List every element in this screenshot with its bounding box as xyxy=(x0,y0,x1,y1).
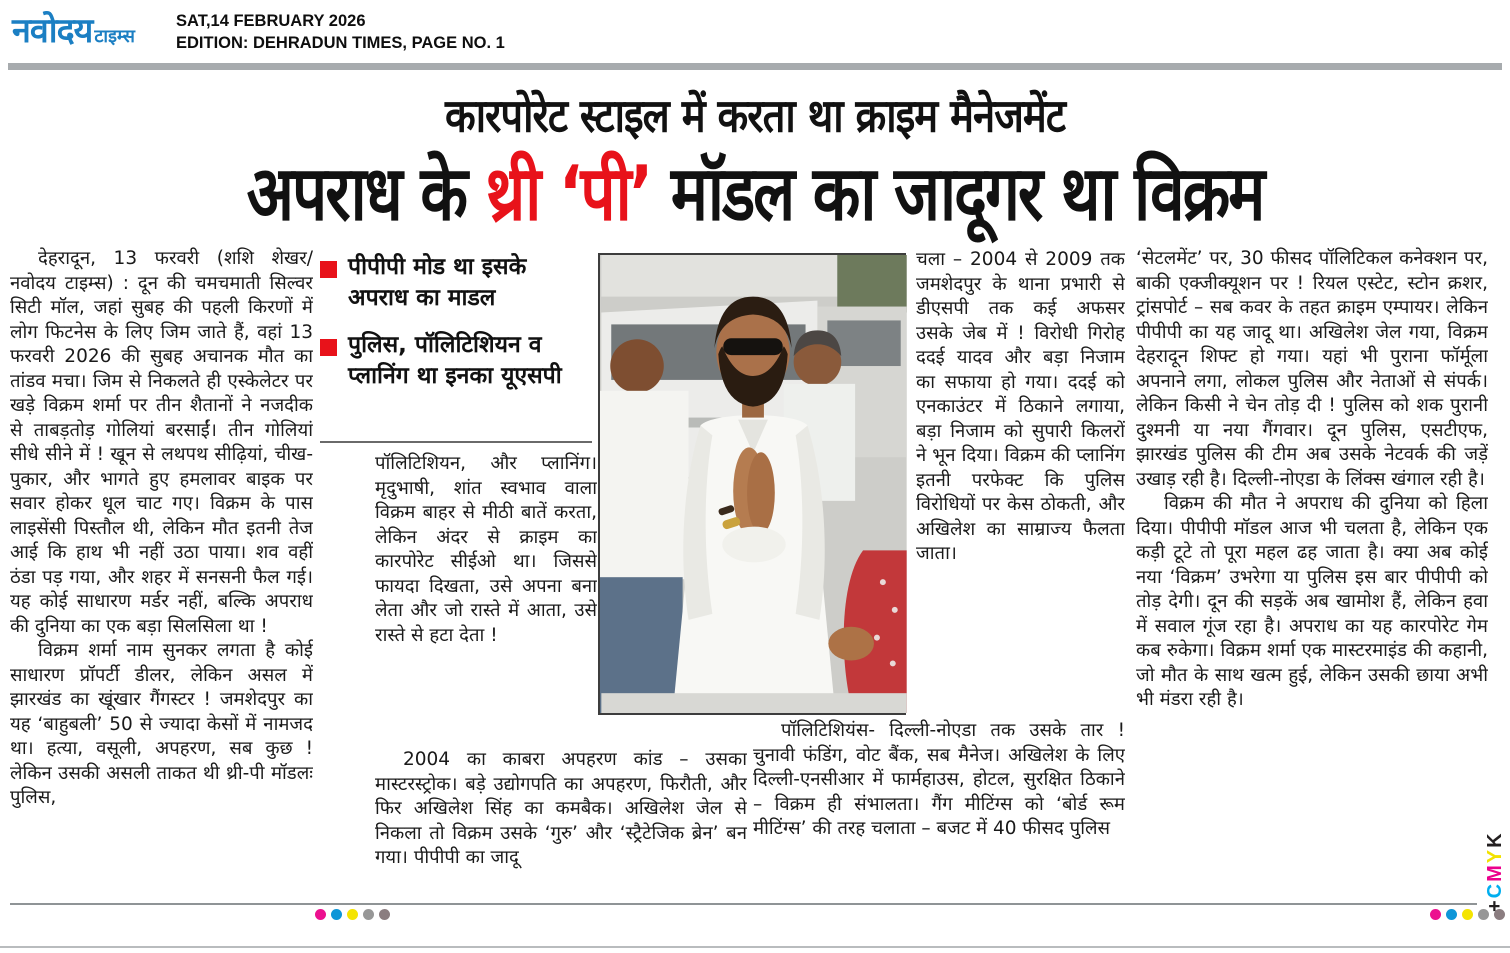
registration-dot xyxy=(315,909,326,920)
paragraph: देहरादून, 13 फरवरी (शशि शेखर/ नवोदय टाइम्स) : दून की चमचमाती सिल्वर सिटी मॉल, जहां सुबह की पहली किरणों में लोग फिटनेस के लिए जिम जाते हैं, वहां 13 फरवरी 2026 की सुबह अचानक मौत का तांडव मचा। जिम से निकलते ही एस्केलेटर पर खड़े विक्रम शर्मा पर तीन शैतानों ने नजदीक से ताबड़तोड़ गोलियां बरसाईं। तीन गोलियां सीधे सीने में ! खून से लथपथ सीढ़ियां, चीख-पुकार, और भागते हुए हमलावर बाइक पर सवार होकर धूल चाट गए। विक्रम के पास लाइसेंसी पिस्तौल थी, लेकिन मौत इतनी तेज आई कि हाथ भी नहीं उठा पाया। शव वहीं ठंडा पड़ गया, और शहर में सनसनी फैल गई। यह कोई साधारण मर्डर नहीं, बल्कि अपराध की दुनिया का एक बड़ा सिलसिला था ! xyxy=(10,248,313,637)
foliage xyxy=(837,255,906,312)
registration-dot xyxy=(1446,909,1457,920)
paragraph: चला – 2004 से 2009 तक जमशेदपुर के थाना प्रभारी से डीएसपी तक कई अफसर उसके जेब में ! विरोधी गिरोह ददई यादव और बड़ा निजाम का सफाया हो गया। ददई को एनकाउंटर में ठिकाने लगाया, बड़ा निजाम को सुपारी किलरों ने भून दिया। विक्रम की प्लानिंग इतनी परफेक्ट कि पुलिस विरोधियों पर केस ठोकती, और अखिलेश का साम्राज्य फैलता जाता। xyxy=(916,249,1125,564)
page-edge-rule xyxy=(0,946,1510,948)
main-headline xyxy=(0,140,1510,242)
cmyk-letter: M xyxy=(1484,863,1506,882)
article-photo xyxy=(598,253,906,715)
registration-dot xyxy=(379,909,390,920)
photo-illustration xyxy=(600,255,908,713)
sleeve-cuff xyxy=(722,527,785,563)
headline-part-highlight: थ्री ‘पी’ xyxy=(485,148,652,238)
article-wide-block-right xyxy=(753,719,1125,904)
article-column-1 xyxy=(10,247,313,903)
logo-text-sub: टाइम्स xyxy=(94,26,135,47)
headline-part-post: मॉडल का जादूगर था विक्रम xyxy=(651,148,1264,238)
cmyk-print-mark xyxy=(1484,831,1507,912)
paragraph: ‘सेटलमेंट’ पर, 30 फीसद पॉलिटिकल कनेक्शन पर, बाकी एक्जीक्यूशन पर ! रियल एस्टेट, स्टोन क्रशर, ट्रांसपोर्ट – सब कवर के तहत क्राइम एम्पायर। लेकिन पीपीपी का यह जादू था। अखिलेश जेल गया, विक्रम देहरादून शिफ्ट हो गया। यहां भी पुराना फॉर्मूला अपनाने लगा, लोकल पुलिस और नेताओं से संपर्क। लेकिन किसी ने चेन तोड़ दी ! पुलिस को शक पुरानी दुश्मनी या नया गैंगवार। दून पुलिस, एसटीएफ, झारखंड पुलिस की टीम अब उसके नेटवर्क की जड़ें उखाड़ रही है। दिल्ली-नोएडा के लिंक्स खंगाल रही है। xyxy=(1136,248,1488,490)
masthead xyxy=(12,6,505,54)
article-column-5 xyxy=(1136,247,1488,904)
paragraph: पॉलिटिशियंस- दिल्ली-नोएडा तक उसके तार ! चुनावी फंडिंग, वोट बैंक, सब मैनेज। अखिलेश के लिए दिल्ली-एनसीआर में फार्महाउस, होटल, सुरक्षित ठिकाने – विक्रम ही संभालता। गैंग मीटिंग्स को ‘बोर्ड रूम मीटिंग्स’ की तरह चलाता – बजट में 40 फीसद पुलिस xyxy=(753,720,1125,839)
edition-text: EDITION: DEHRADUN TIMES, PAGE NO. 1 xyxy=(176,34,505,52)
headline-part-pre: अपराध के xyxy=(246,148,486,238)
highlight-item xyxy=(320,330,594,392)
left-person xyxy=(600,339,689,713)
article-wide-block-left xyxy=(375,748,747,904)
article-column-2 xyxy=(375,452,597,746)
clasped-hands xyxy=(828,627,874,661)
masthead-divider-bar xyxy=(8,63,1502,70)
cmyk-letter: K xyxy=(1484,831,1506,848)
kicker-headline: कारपोरेट स्टाइल में करता था क्राइम मैनेजमेंट xyxy=(444,90,1066,143)
logo-text-main: नवोदय xyxy=(12,11,93,51)
cmyk-letter: Y xyxy=(1484,847,1506,864)
highlight-item xyxy=(320,252,594,314)
registration-dot xyxy=(1462,909,1473,920)
sunglasses xyxy=(723,338,782,355)
registration-dot xyxy=(1430,909,1441,920)
cmyk-letter: + xyxy=(1484,898,1506,912)
registration-dot xyxy=(347,909,358,920)
date-text: SAT,14 FEBRUARY 2026 xyxy=(176,12,366,30)
highlights-box-rule xyxy=(320,441,592,443)
ground xyxy=(601,693,906,713)
paragraph: विक्रम की मौत ने अपराध की दुनिया को हिला दिया। पीपीपी मॉडल आज भी चलता है, लेकिन एक कड़ी टूटे तो पूरा महल ढह जाता है। क्या अब कोई नया ‘विक्रम’ उभरेगा या पुलिस इस बार पीपीपी को तोड़ देगी। दून की सड़कें अब खामोश हैं, लेकिन हवा में सवाल गूंज रहा है। अपराध का यह कारपोरेट गेम कब रुकेगा। विक्रम शर्मा एक मास्टरमाइंड की कहानी, जो मौत के साथ खत्म हुई, लेकिन उसकी छाया अभी भी मंडरा रही है। xyxy=(1136,493,1488,710)
paragraph: विक्रम शर्मा नाम सुनकर लगता है कोई साधारण प्रॉपर्टी डीलर, लेकिन असल में झारखंड का खूंखार गैंगस्टर ! जमशेदपुर का यह ‘बाहुबली’ 50 से ज्यादा केसों में नामजद था। हत्या, वसूली, अपहरण, सब कुछ ! लेकिन उसकी असली ताकत थी थ्री-पी मॉडलः पुलिस, xyxy=(10,640,313,808)
registration-dot xyxy=(363,909,374,920)
registration-dot xyxy=(331,909,342,920)
paragraph: पॉलिटिशियन, और प्लानिंग। मृदुभाषी, शांत स्वभाव वाला विक्रम बाहर से मीठी बातें करता, लेकिन अंदर से क्राइम का कारपोरेट सीईओ था। जिससे फायदा दिखता, उसे अपना बना लेता और जो रास्ते में आता, उसे रास्ते से हटा देता ! xyxy=(375,453,597,646)
bullet-square-icon xyxy=(320,339,337,356)
newspaper-logo xyxy=(12,6,162,52)
article-column-4 xyxy=(916,248,1125,720)
dateline xyxy=(176,6,505,54)
highlight-text: पीपीपी मोड था इसके अपराध का माडल xyxy=(348,254,527,311)
bottom-rule xyxy=(10,903,1477,905)
paragraph: 2004 का काबरा अपहरण कांड – उसका मास्टरस्ट्रोक। बड़े उद्योगपति का अपहरण, फिरौती, और फिर अखिलेश सिंह का कमबैक। अखिलेश जेल से निकला तो विक्रम उसके ‘गुरु’ और ‘स्ट्रैटेजिक ब्रेन’ बन गया। पीपीपी का जादू xyxy=(375,749,747,868)
highlights-box xyxy=(320,252,594,408)
bullet-square-icon xyxy=(320,261,337,278)
cmyk-letter: C xyxy=(1484,881,1506,899)
highlight-text: पुलिस, पॉलिटिशियन व प्लानिंग था इनका यूएसपी xyxy=(348,332,562,389)
color-registration-dots-left xyxy=(315,909,390,920)
